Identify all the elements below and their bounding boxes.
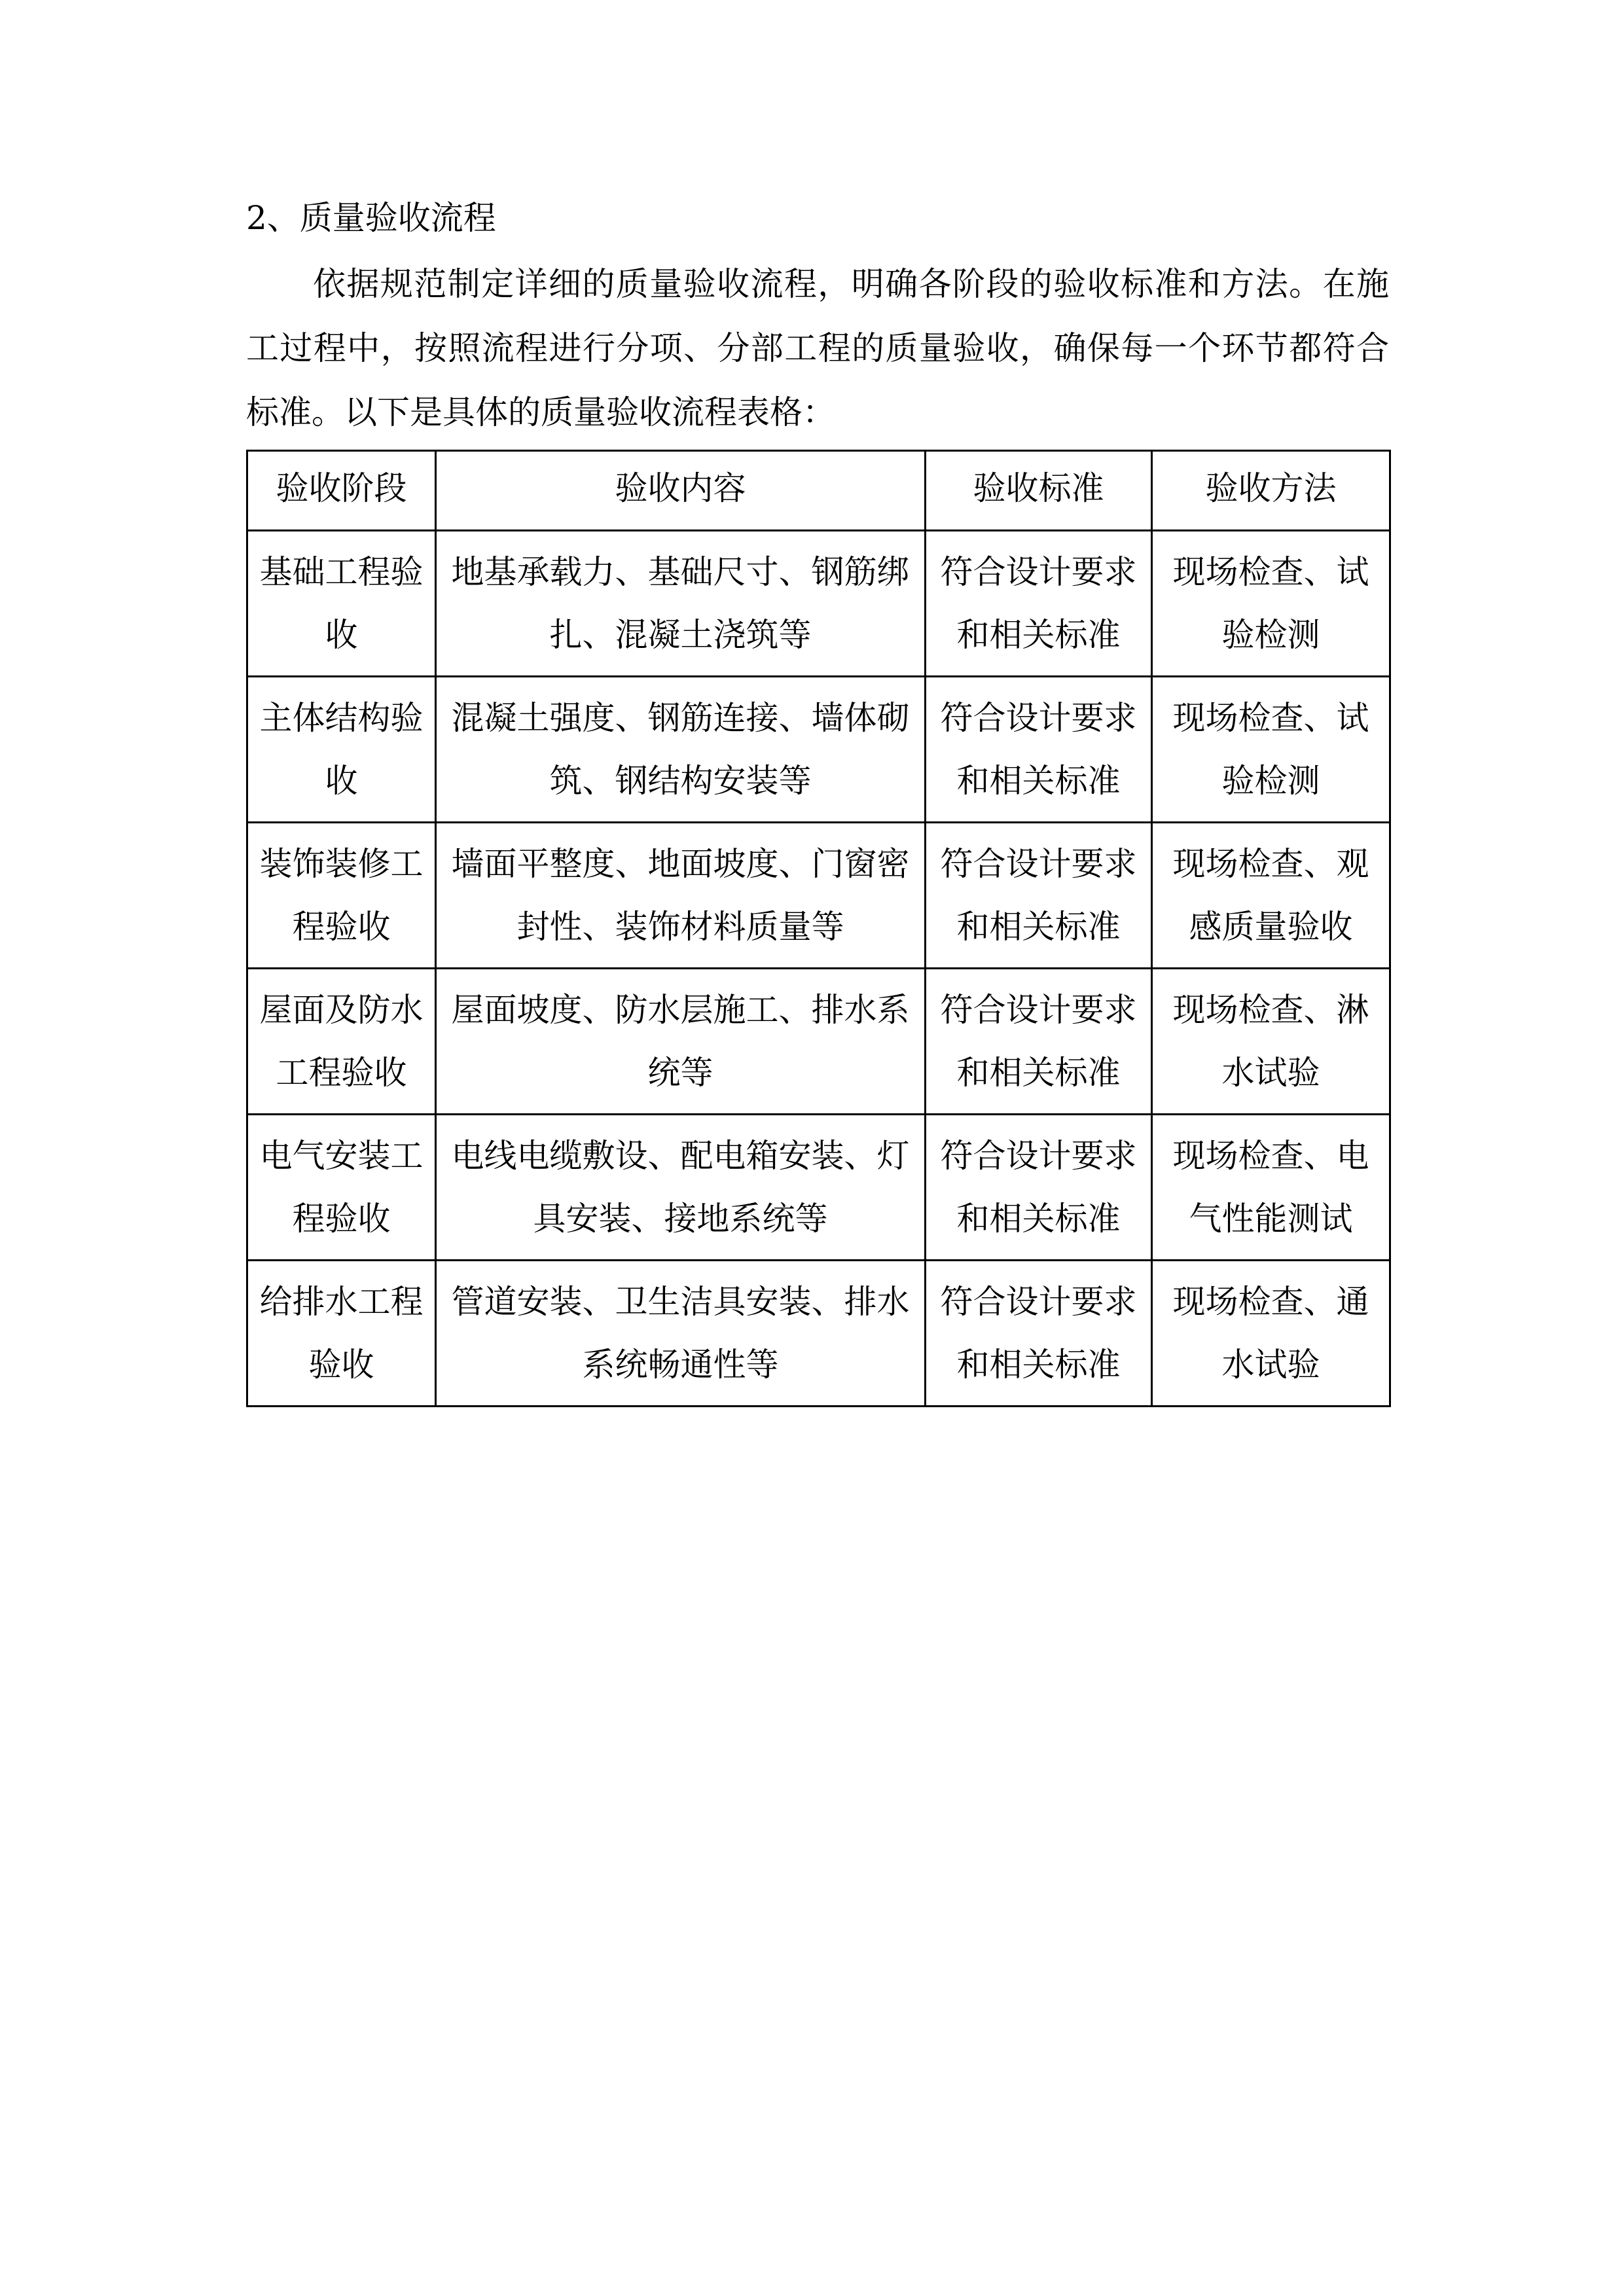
cell-stage: 装饰装修工程验收 xyxy=(247,823,436,969)
cell-content: 地基承载力、基础尺寸、钢筋绑扎、混凝土浇筑等 xyxy=(436,531,926,677)
cell-stage: 屋面及防水工程验收 xyxy=(247,969,436,1115)
cell-content: 屋面坡度、防水层施工、排水系统等 xyxy=(436,969,926,1115)
cell-content: 混凝土强度、钢筋连接、墙体砌筑、钢结构安装等 xyxy=(436,677,926,823)
cell-method: 现场检查、电气性能测试 xyxy=(1152,1115,1390,1261)
table-row xyxy=(247,823,1390,969)
cell-standard: 符合设计要求和相关标准 xyxy=(926,969,1152,1115)
cell-standard: 符合设计要求和相关标准 xyxy=(926,823,1152,969)
table-row xyxy=(247,677,1390,823)
cell-standard: 符合设计要求和相关标准 xyxy=(926,1115,1152,1261)
table-row xyxy=(247,1115,1390,1261)
cell-method: 现场检查、试验检测 xyxy=(1152,531,1390,677)
cell-method: 现场检查、通水试验 xyxy=(1152,1261,1390,1407)
header-method: 验收方法 xyxy=(1152,451,1390,531)
cell-standard: 符合设计要求和相关标准 xyxy=(926,677,1152,823)
cell-standard: 符合设计要求和相关标准 xyxy=(926,1261,1152,1407)
cell-stage: 主体结构验收 xyxy=(247,677,436,823)
cell-stage: 电气安装工程验收 xyxy=(247,1115,436,1261)
cell-standard: 符合设计要求和相关标准 xyxy=(926,531,1152,677)
section-heading: 2、质量验收流程 xyxy=(246,199,496,237)
table-row xyxy=(247,969,1390,1115)
table-row xyxy=(247,1261,1390,1407)
header-content: 验收内容 xyxy=(436,451,926,531)
cell-method: 现场检查、试验检测 xyxy=(1152,677,1390,823)
cell-stage: 基础工程验收 xyxy=(247,531,436,677)
section-paragraph: 依据规范制定详细的质量验收流程，明确各阶段的验收标准和方法。在施工过程中，按照流程进行分项、分部工程的质量验收，确保每一个环节都符合标准。以下是具体的质量验收流程表格： xyxy=(246,265,1389,431)
cell-stage: 给排水工程验收 xyxy=(247,1261,436,1407)
cell-content: 墙面平整度、地面坡度、门窗密封性、装饰材料质量等 xyxy=(436,823,926,969)
header-stage: 验收阶段 xyxy=(247,451,436,531)
acceptance-flow-table xyxy=(246,450,1391,1407)
cell-method: 现场检查、淋水试验 xyxy=(1152,969,1390,1115)
cell-content: 管道安装、卫生洁具安装、排水系统畅通性等 xyxy=(436,1261,926,1407)
table-header-row xyxy=(247,451,1390,531)
table-row xyxy=(247,531,1390,677)
cell-method: 现场检查、观感质量验收 xyxy=(1152,823,1390,969)
cell-content: 电线电缆敷设、配电箱安装、灯具安装、接地系统等 xyxy=(436,1115,926,1261)
header-standard: 验收标准 xyxy=(926,451,1152,531)
